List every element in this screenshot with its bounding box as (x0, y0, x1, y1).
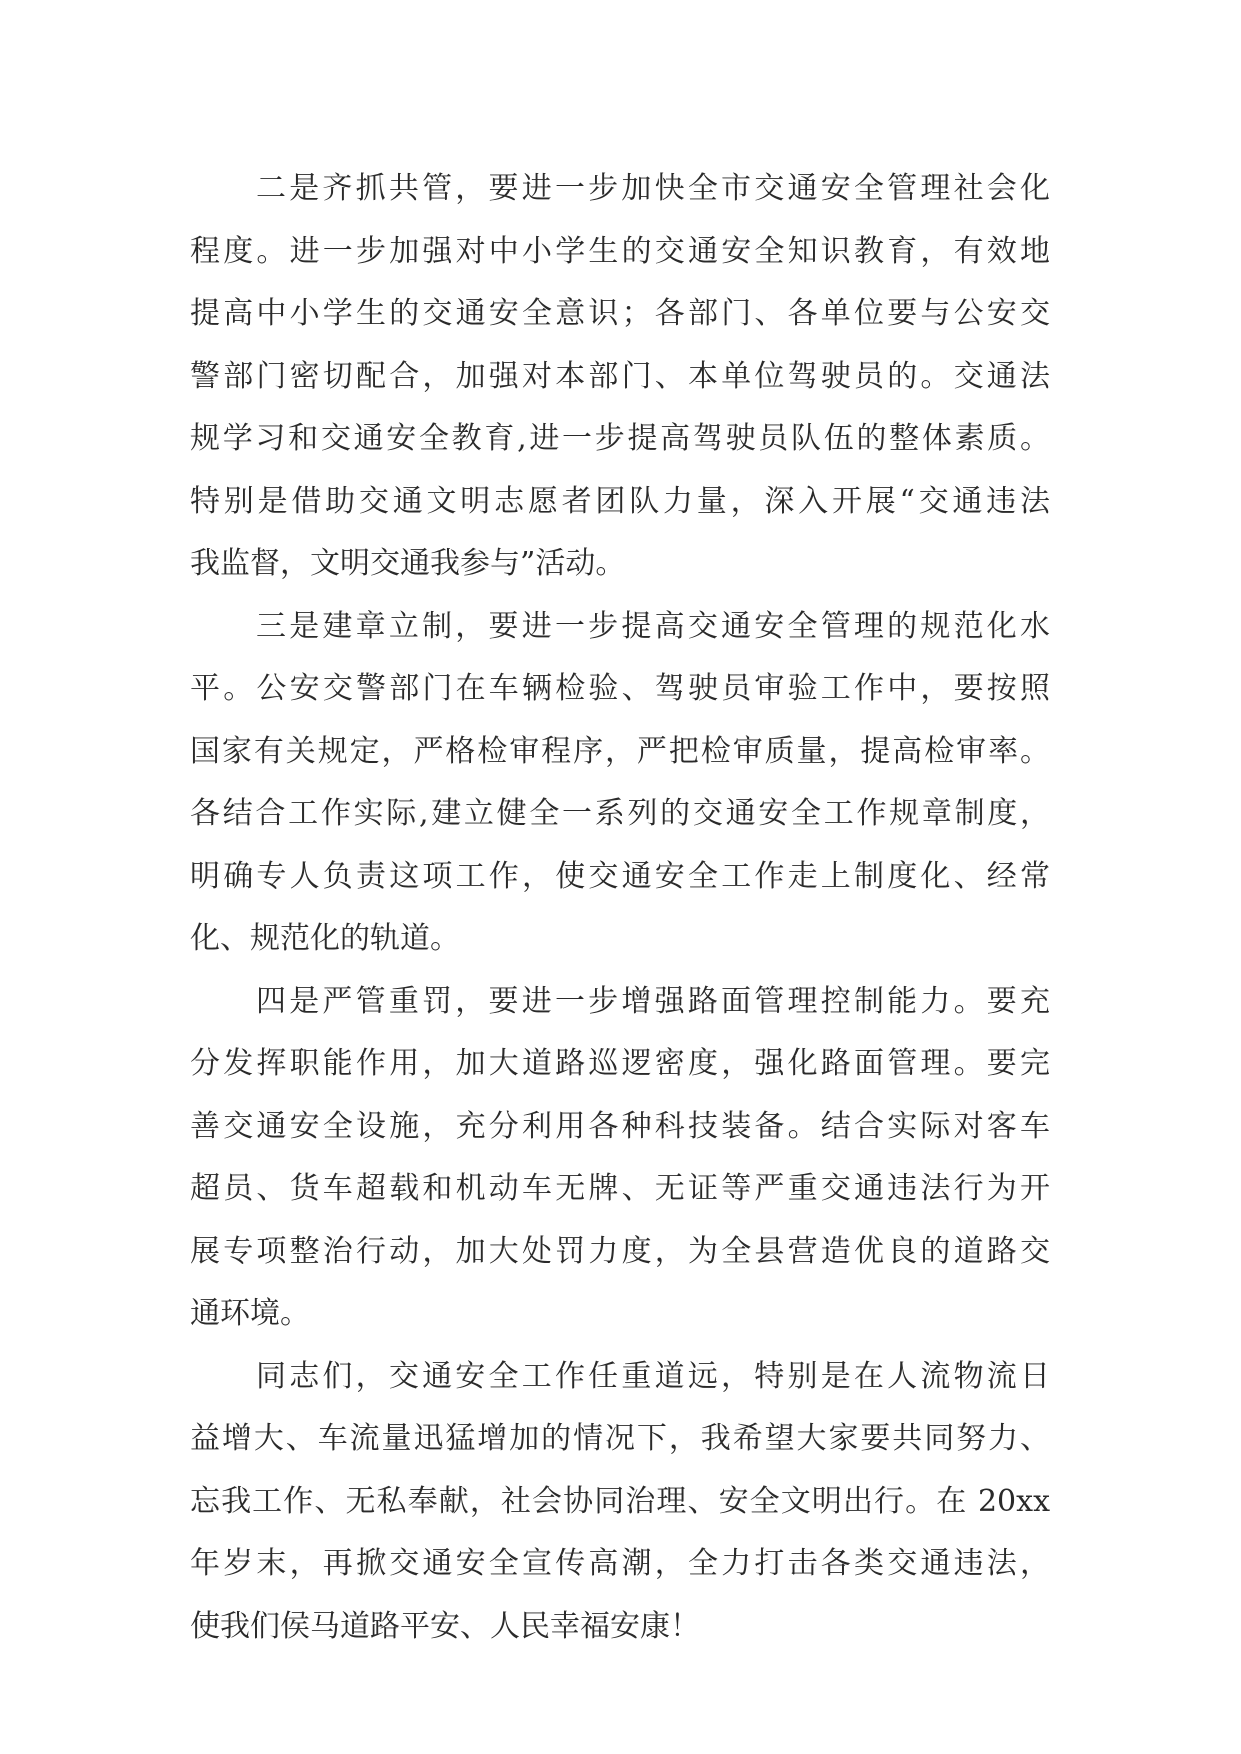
text-line: 通环境。 (190, 1296, 310, 1331)
text-line: 二是齐抓共管，要进一步加快全市交通安全管理社会化 (256, 171, 1050, 206)
paragraph-1 (190, 158, 1050, 596)
text-line: 规学习和交通安全教育,进一步提高驾驶员队伍的整体素质。 (190, 421, 1050, 456)
paragraph-4 (190, 1346, 1050, 1659)
text-line: 善交通安全设施，充分利用各种科技装备。结合实际对客车 (190, 1108, 1050, 1144)
text-line: 三是建章立制，要进一步提高交通安全管理的规范化水 (256, 608, 1050, 644)
text-line: 展专项整治行动，加大处罚力度，为全县营造优良的道路交 (190, 1233, 1050, 1269)
text-line: 程度。进一步加强对中小学生的交通安全知识教育，有效地 (190, 233, 1050, 269)
text-line: 同志们，交通安全工作任重道远，特别是在人流物流日 (256, 1358, 1050, 1394)
text-line: 使我们侯马道路平安、人民幸福安康！ (190, 1608, 700, 1644)
text-line: 年岁末，再掀交通安全宣传高潮，全力打击各类交通违法， (190, 1546, 1050, 1581)
text-line: 明确专人负责这项工作，使交通安全工作走上制度化、经常 (190, 858, 1050, 894)
text-line: 化、规范化的轨道。 (190, 921, 460, 956)
text-line: 四是严管重罚，要进一步增强路面管理控制能力。要充 (256, 983, 1050, 1019)
text-line: 国家有关规定，严格检审程序，严把检审质量，提高检审率。 (190, 733, 1050, 769)
text-line: 我监督，文明交通我参与”活动。 (190, 546, 626, 581)
text-line: 超员、货车超载和机动车无牌、无证等严重交通违法行为开 (190, 1171, 1050, 1206)
document-body (190, 158, 1050, 1658)
text-line: 提高中小学生的交通安全意识；各部门、各单位要与公安交 (190, 296, 1050, 331)
text-line: 平。公安交警部门在车辆检验、驾驶员审验工作中，要按照 (190, 671, 1050, 706)
paragraph-3 (190, 971, 1050, 1346)
text-line: 益增大、车流量迅猛增加的情况下，我希望大家要共同努力、 (190, 1421, 1050, 1456)
text-line: 警部门密切配合，加强对本部门、本单位驾驶员的。交通法 (190, 358, 1050, 394)
paragraph-2 (190, 596, 1050, 971)
text-line: 分发挥职能作用，加大道路巡逻密度，强化路面管理。要完 (190, 1046, 1050, 1081)
text-line: 忘我工作、无私奉献，社会协同治理、安全文明出行。在 20xx (190, 1483, 1050, 1519)
text-line: 各结合工作实际,建立健全一系列的交通安全工作规章制度， (190, 796, 1050, 831)
text-line: 特别是借助交通文明志愿者团队力量，深入开展“交通违法 (190, 483, 1050, 519)
